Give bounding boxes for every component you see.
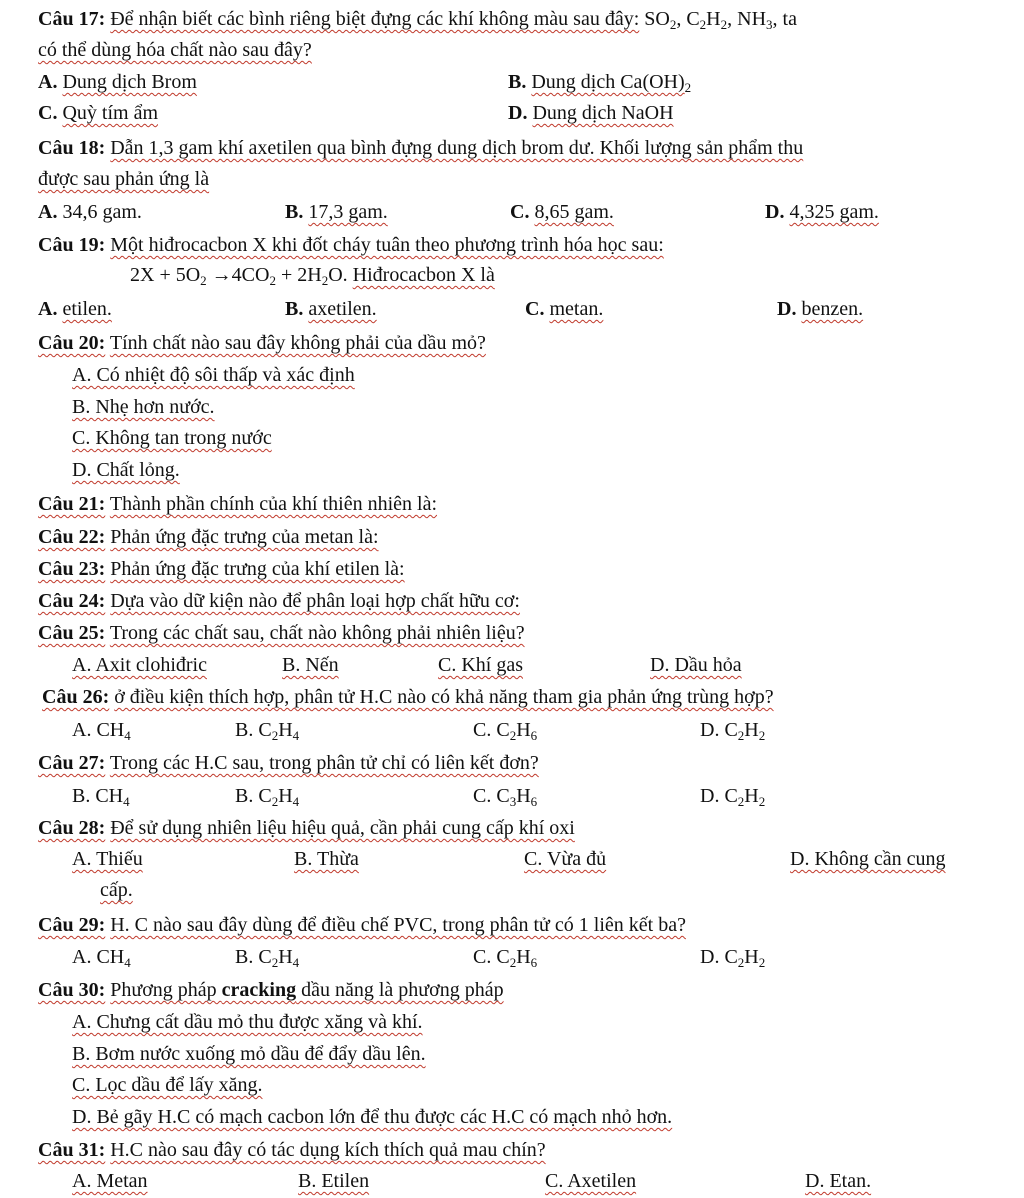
q18-line1: Câu 18: Dẫn 1,3 gam khí axetilen qua bình đựng dung dịch brom dư. Khối lượng sản phẩm thu — [38, 137, 804, 159]
q30-option-a[interactable]: A. Chưng cất dầu mỏ thu được xăng và khí. — [72, 1011, 423, 1033]
q27-option-a[interactable]: B. $CH_4$ — [72, 785, 130, 809]
q28-line1: Câu 28: Để sử dụng nhiên liệu hiệu quả, cần phải cung cấp khí oxi — [38, 817, 575, 839]
q27-option-b[interactable]: B. $C_2H_4$ — [235, 785, 300, 809]
q31-option-a[interactable]: A. Metan — [72, 1170, 148, 1192]
q19-option-b[interactable]: B. axetilen. — [285, 298, 377, 320]
q22: Câu 22: Phản ứng đặc trưng của metan là: — [38, 526, 379, 548]
q29-option-d[interactable]: D. $C_2H_2$ — [700, 946, 766, 970]
q19-line1: Câu 19: Một hiđrocacbon X khi đốt cháy tuân theo phương trình hóa học sau: — [38, 234, 664, 256]
q17-line1 — [38, 6, 797, 32]
q17-option-c[interactable]: C. Quỳ tím ẩm — [38, 102, 158, 124]
q28-option-b[interactable]: B. Thừa — [294, 848, 359, 870]
q25-option-b[interactable]: B. Nến — [282, 654, 339, 676]
q28-option-d-wrap: cấp. — [100, 879, 133, 901]
q30-option-c[interactable]: C. Lọc dầu để lấy xăng. — [72, 1074, 263, 1096]
q23: Câu 23: Phản ứng đặc trưng của khí etilen là: — [38, 558, 405, 580]
q28-option-d[interactable]: D. Không cần cung — [790, 848, 946, 870]
q19-reaction: $2X + 5O_2 \to 4CO_2 + 2H_2O$. — [130, 264, 348, 288]
q20-line1: Câu 20: Tính chất nào sau đây không phải của dầu mỏ? — [38, 332, 486, 354]
q29-line1: Câu 29: H. C nào sau đây dùng để điều chế PVC, trong phân tử có 1 liên kết ba? — [38, 914, 686, 936]
q26-option-a[interactable]: A. $CH_4$ — [72, 719, 131, 743]
q24: Câu 24: Dựa vào dữ kiện nào để phân loại hợp chất hữu cơ: — [38, 590, 520, 612]
q28-option-a[interactable]: A. Thiếu — [72, 848, 143, 870]
q27-option-d[interactable]: D. $C_2H_2$ — [700, 785, 766, 809]
q18-option-d[interactable]: D. 4,325 gam. — [765, 201, 879, 223]
q19-option-d[interactable]: D. benzen. — [777, 298, 864, 320]
q29-option-a[interactable]: A. $CH_4$ — [72, 946, 131, 970]
q25-option-c[interactable]: C. Khí gas — [438, 654, 523, 676]
q28-option-c[interactable]: C. Vừa đủ — [524, 848, 607, 870]
q27-option-c[interactable]: C. $C_3H_6$ — [473, 785, 538, 809]
q31-option-b[interactable]: B. Etilen — [298, 1170, 370, 1192]
q25-option-a[interactable]: A. Axit clohiđric — [72, 654, 207, 676]
q20-option-b[interactable]: B. Nhẹ hơn nước. — [72, 396, 215, 418]
q26-line1: Câu 26: ở điều kiện thích hợp, phân tử H.C nào có khả năng tham gia phản ứng trùng hợp? — [42, 686, 774, 708]
q19-equation: $2X + 5O_2 \to 4CO_2 + 2H_2O$. Hiđrocacbon X là — [130, 264, 495, 288]
q26-option-b[interactable]: B. $C_2H_4$ — [235, 719, 300, 743]
q17-option-b[interactable]: B. Dung dịch $Ca(OH)_2$ — [508, 71, 692, 95]
q21: Câu 21: Thành phần chính của khí thiên nhiên là: — [38, 493, 438, 515]
q18-option-b[interactable]: B. 17,3 gam. — [285, 201, 388, 223]
q20-option-d[interactable]: D. Chất lỏng. — [72, 459, 180, 481]
q20-option-a[interactable]: A. Có nhiệt độ sôi thấp và xác định — [72, 364, 355, 386]
q25-line1: Câu 25: Trong các chất sau, chất nào không phải nhiên liệu? — [38, 622, 525, 644]
q18-line2: được sau phản ứng là — [38, 168, 210, 190]
q31-option-c[interactable]: C. Axetilen — [545, 1170, 637, 1192]
q25-option-d[interactable]: D. Dầu hỏa — [650, 654, 742, 676]
q27-line1: Câu 27: Trong các H.C sau, trong phân tử chỉ có liên kết đơn? — [38, 752, 539, 774]
q19-option-c[interactable]: C. metan. — [525, 298, 604, 320]
q18-option-a[interactable]: A. 34,6 gam. — [38, 201, 142, 223]
q17-line2: có thể dùng hóa chất nào sau đây? — [38, 39, 312, 61]
q17-text1: Để nhận biết các bình riêng biệt đựng các khí không màu sau đây: — [110, 8, 640, 30]
q31-option-d[interactable]: D. Etan. — [805, 1170, 872, 1192]
q19-option-a[interactable]: A. etilen. — [38, 298, 112, 320]
q31-line1: Câu 31: H.C nào sau đây có tác dụng kích thích quả mau chín? — [38, 1139, 546, 1161]
q26-option-d[interactable]: D. $C_2H_2$ — [700, 719, 766, 743]
q30-option-b[interactable]: B. Bơm nước xuống mỏ dầu để đẩy dầu lên. — [72, 1043, 426, 1065]
q20-option-c[interactable]: C. Không tan trong nước — [72, 427, 272, 449]
q30-line1: Câu 30: Phương pháp cracking dầu năng là phương pháp — [38, 979, 504, 1001]
q30-option-d[interactable]: D. Bẻ gãy H.C có mạch cacbon lớn để thu được các H.C có mạch nhỏ hơn. — [72, 1106, 673, 1128]
q18-option-c[interactable]: C. 8,65 gam. — [510, 201, 614, 223]
q26-option-c[interactable]: C. $C_2H_6$ — [473, 719, 538, 743]
q17-option-a[interactable]: A. Dung dịch Brom — [38, 71, 197, 93]
q29-option-b[interactable]: B. $C_2H_4$ — [235, 946, 300, 970]
q29-option-c[interactable]: C. $C_2H_6$ — [473, 946, 538, 970]
q17-option-d[interactable]: D. Dung dịch NaOH — [508, 102, 674, 124]
q17-formulas: $SO_2$, $C_2H_2$, $NH_3$, ta — [644, 8, 797, 32]
q17-label: Câu 17: — [38, 8, 106, 30]
